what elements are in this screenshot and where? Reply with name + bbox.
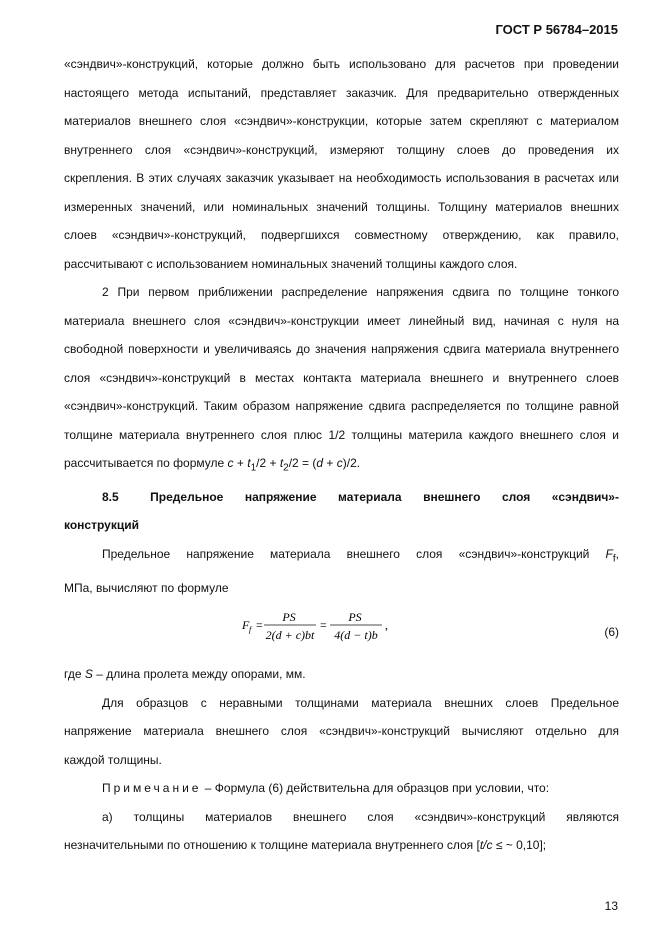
text-span: /2 = ( (288, 456, 317, 470)
text-span: /2 + (256, 456, 280, 470)
text-span: где (64, 667, 85, 682)
text-span: – длина пролета между опорами, мм. (92, 667, 306, 682)
text-line: 2 При первом приближении распределение напряжения сдвига по толщине тонкого (102, 285, 619, 299)
subscript: f (612, 553, 616, 565)
where-line (64, 660, 619, 689)
display-formula (64, 602, 619, 660)
text-line: материалов внешнего слоя «сэндвич»-конструкции, которые затем скрепляют с материалом (64, 114, 619, 128)
formula-graphic (242, 602, 412, 652)
var-d: d (316, 456, 324, 470)
text-line: настоящего метода испытаний, представляет заказчик. Для предварительно отвержденных (64, 85, 619, 100)
section-title: Предельное напряжение материала внешнего слоя «сэндвич»- (150, 489, 619, 504)
formula-lhs-sub: f (249, 625, 252, 635)
text-line: рассчитывают с использованием номинальных значений толщины каждого слоя. (64, 256, 518, 271)
var-t2: t (279, 456, 284, 470)
var-tc: t/c (479, 838, 493, 853)
text-span: )/2. (342, 456, 361, 470)
inline-formula-line (64, 449, 619, 483)
text-line: напряжение материала внешнего слоя «сэндвич»-конструкций вычисляют отдельно для (64, 724, 619, 739)
var-t1: t (247, 456, 251, 470)
text-line: скрепления. В этих случаях заказчик указывает на необходимость использования в расчетах или (64, 171, 619, 185)
text-line: измеренных значений, или номинальных значений толщины. Толщину материалов внешних (64, 199, 619, 214)
formula-den2: 4(d − t)b (334, 628, 378, 643)
text-line (64, 831, 619, 860)
text-line: слоев «сэндвич»-конструкций, подвергшихся совместному отверждению, как правило, (64, 228, 619, 242)
page-number: 13 (604, 899, 618, 913)
text-line: слоя «сэндвич»-конструкций в местах контакта материала внешнего и внутреннего слоев (64, 370, 619, 385)
document-header: ГОСТ Р 56784–2015 (495, 22, 618, 37)
text-line: толщине материала внутреннего слоя плюс 1/2 толщины материла каждого внешнего слоя и (64, 427, 619, 442)
text-span: ≤ ~ 0,10]; (492, 838, 547, 853)
formula-den1: 2(d + c)bt (265, 628, 315, 643)
note-line (64, 774, 619, 803)
text-span: рассчитывается по формуле (64, 456, 228, 470)
text-line: «сэндвич»-конструкций. Таким образом напряжение сдвига распределяется по толщине равной (64, 399, 619, 413)
note-text: – Формула (6) действительна для образцов при условии, что: (201, 781, 550, 796)
text-line: каждой толщины. (64, 752, 162, 767)
text-span: незначительными по отношению к толщине материала внутреннего слоя [ (64, 838, 480, 853)
text-line (64, 540, 619, 574)
section-heading-cont: конструкций (64, 518, 139, 533)
var-c: c (336, 456, 343, 470)
list-item-a: а) толщины материалов внешнего слоя «сэндвич»-конструкций являются (102, 809, 619, 824)
section-heading (64, 483, 619, 512)
formula-lhs: F (242, 618, 250, 633)
text-span: , (615, 546, 619, 561)
formula-num1: PS (282, 610, 296, 625)
formula-comma: , (385, 618, 388, 633)
var-S: S (84, 667, 93, 682)
text-span: + (233, 456, 248, 470)
formula-equals: = (256, 618, 263, 633)
text-span: Предельное напряжение материала внешнего слоя «сэндвич»-конструкций (102, 546, 606, 561)
page-content (64, 50, 619, 860)
subscript: 2 (283, 462, 289, 474)
subscript: 1 (250, 462, 257, 474)
formula-num2: PS (348, 610, 362, 625)
text-span: + (323, 456, 337, 470)
text-line: материала внешнего слоя «сэндвич»-конструкции имеет линейный вид, начиная с нуля на (64, 313, 619, 328)
text-line: Для образцов с неравными толщинами материала внешних слоев Предельное (102, 695, 619, 710)
formula-equals: = (320, 618, 327, 633)
var-F: F (605, 546, 613, 561)
section-number: 8.5 (102, 489, 119, 504)
text-line: «сэндвич»-конструкций, которые должно быть использовано для расчетов при проведении (64, 57, 619, 71)
formula-number: (6) (604, 625, 619, 640)
note-label: Примечание (102, 781, 202, 796)
text-line: МПа, вычисляют по формуле (64, 580, 229, 595)
text-line: внутреннего слоя «сэндвич»-конструкций, измеряют толщину слоев до проведения их (64, 142, 619, 157)
var-c: c (227, 456, 234, 470)
text-line: свободной поверхности и увеличиваясь до значения напряжения сдвига материала внутреннего (64, 342, 619, 356)
